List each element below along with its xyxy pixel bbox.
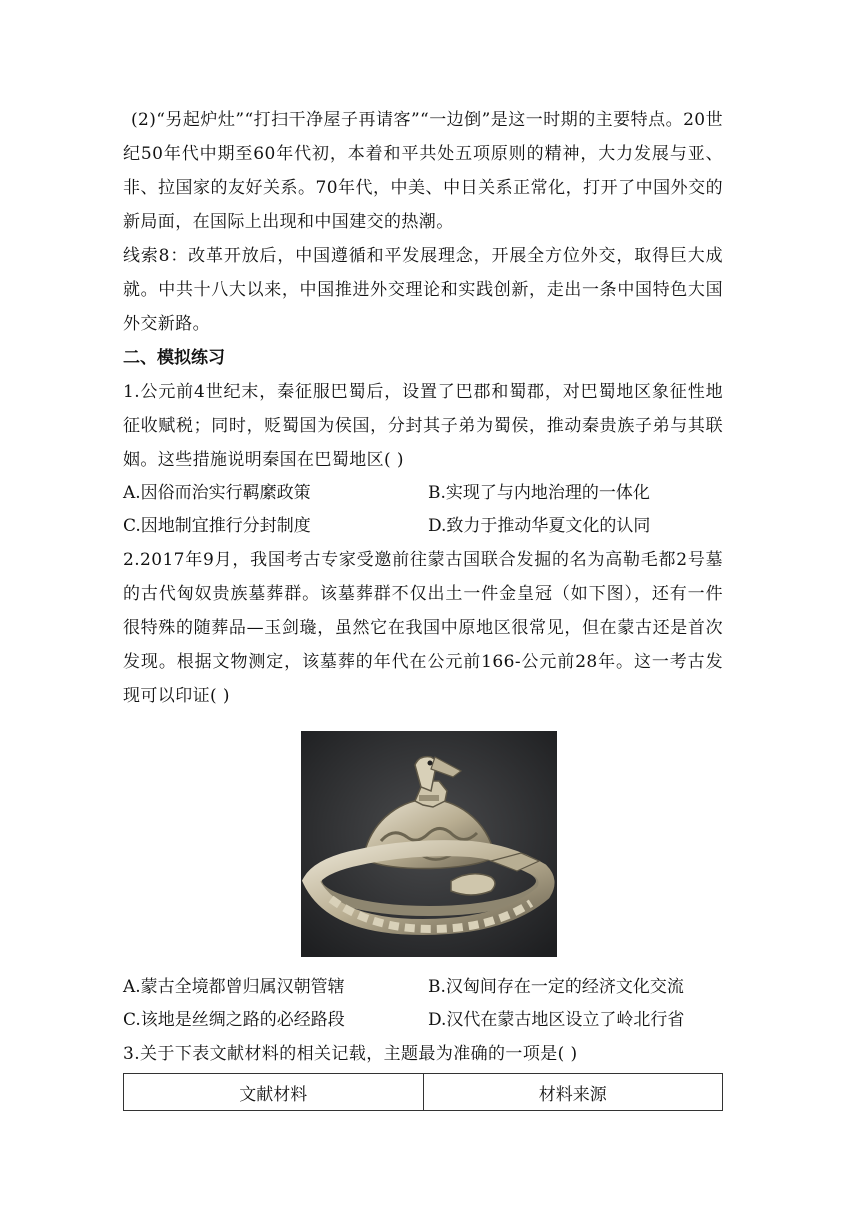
question-2-option-b: B.汉匈间存在一定的经济文化交流 <box>428 977 684 997</box>
question-1-stem: 1.公元前4世纪末，秦征服巴蜀后，设置了巴郡和蜀郡，对巴蜀地区象征性地征收赋税；同时，贬蜀国为侯国，分封其子弟为蜀侯，推动秦贵族子弟与其联姻。这些措施说明秦国在巴蜀地区( ) <box>123 382 723 470</box>
question-2-option-c: C.该地是丝绸之路的必经路段 <box>123 1010 345 1030</box>
question-3-table <box>123 1073 723 1111</box>
question-1-option-d: D.致力于推动华夏文化的认同 <box>428 516 651 536</box>
question-2-option-a: A.蒙古全境都曾归属汉朝管辖 <box>123 977 345 997</box>
question-3-stem: 3.关于下表文献材料的相关记载，主题最为准确的一项是( ) <box>123 1044 578 1064</box>
paragraph-clue-8: 线索8：改革开放后，中国遵循和平发展理念，开展全方位外交，取得巨大成就。中共十八大以来，中国推进外交理论和实践创新，走出一条中国特色大国外交新路。 <box>123 246 723 334</box>
table-header-source: 材料来源 <box>423 1074 723 1111</box>
question-2-stem: 2.2017年9月，我国考古专家受邀前往蒙古国联合发掘的名为高勒毛都2号墓的古代匈奴贵族墓葬群。该墓葬群不仅出土一件金皇冠（如下图），还有一件很特殊的随葬品—玉剑璏，虽然它在我国中原地区很常见，但在蒙古还是首次发现。根据文物测定，该墓葬的年代在公元前166-公元前28年。这一考古发现可以印证( ) <box>123 550 723 706</box>
table-header-document: 文献材料 <box>124 1074 424 1111</box>
question-2-option-d: D.汉代在蒙古地区设立了岭北行省 <box>428 1010 685 1030</box>
golden-crown-illustration <box>301 731 557 957</box>
document-page <box>123 103 723 1111</box>
golden-crown-photo <box>301 731 557 957</box>
table-header-row <box>124 1074 723 1111</box>
question-1-options <box>123 477 723 543</box>
paragraph-clue-7: (2)“另起炉灶”“打扫干净屋子再请客”“一边倒”是这一时期的主要特点。20世纪50年代中期至60年代初，本着和平共处五项原则的精神，大力发展与亚、非、拉国家的友好关系。70年代，中美、中日关系正常化，打开了中国外交的新局面，在国际上出现和中国建交的热潮。 <box>123 110 723 232</box>
question-1-option-b: B.实现了与内地治理的一体化 <box>428 483 650 503</box>
question-1-option-c: C.因地制宜推行分封制度 <box>123 516 311 536</box>
question-1-option-a: A.因俗而治实行羁縻政策 <box>123 483 311 503</box>
section-title: 二、模拟练习 <box>123 348 225 368</box>
question-2-options <box>123 971 723 1037</box>
